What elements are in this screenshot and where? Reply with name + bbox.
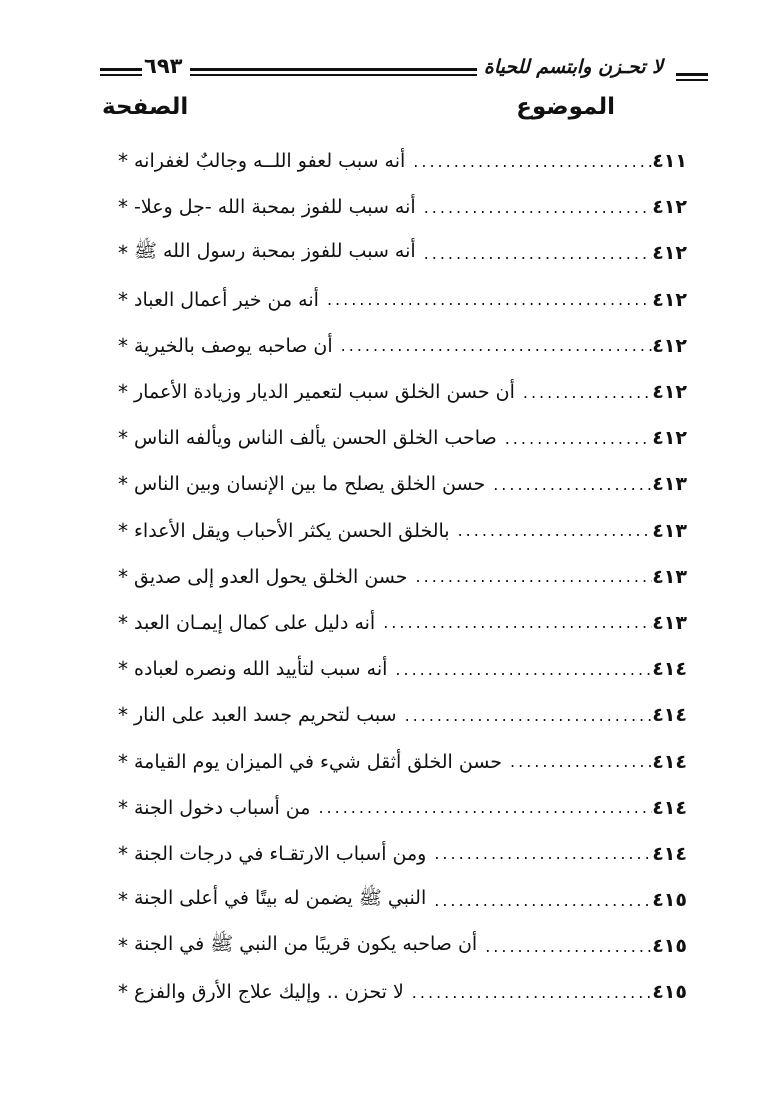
header-rule-left-lower <box>100 74 142 76</box>
bullet-star-icon: * <box>118 149 128 174</box>
toc-entry <box>112 184 687 230</box>
toc-entry-title: أنه سبب لتأييد الله ونصره لعباده <box>134 658 388 681</box>
page-number: ٦٩٣ <box>144 54 183 78</box>
toc-entry <box>112 369 687 415</box>
dot-leader <box>337 336 653 355</box>
toc-entry <box>112 877 687 923</box>
toc-entry-title: أن صاحبه يكون قريبًا من النبي ﷺ في الجنة <box>134 933 478 956</box>
page-column-title: الصفحة <box>102 94 189 120</box>
toc-entry-title: أنه سبب للفوز بمحبة الله -جل وعلا- <box>134 196 416 219</box>
toc-entry-page: ٤١٣ <box>652 611 687 634</box>
toc-entry-title: حسن الخلق يصلح ما بين الإنسان وبين الناس <box>134 473 486 496</box>
toc-entry <box>112 323 687 369</box>
toc-entry-page: ٤١٣ <box>652 473 687 496</box>
bullet-star-icon: * <box>118 287 128 312</box>
toc-entry-title: أنه من خير أعمال العباد <box>134 288 319 311</box>
toc-entry-page: ٤١٥ <box>652 935 687 958</box>
bullet-star-icon: * <box>118 888 128 913</box>
bullet-star-icon: * <box>118 749 128 774</box>
bullet-star-icon: * <box>118 333 128 358</box>
toc-entry-title: أن حسن الخلق سبب لتعمير الديار وزيادة الأعمار <box>134 381 515 404</box>
toc-entry <box>112 785 687 831</box>
bullet-star-icon: * <box>118 841 128 866</box>
running-title: لا تحـزن وابتسم للحياة <box>483 56 663 78</box>
bullet-star-icon: * <box>118 657 128 682</box>
bullet-star-icon: * <box>118 195 128 220</box>
toc-entry-page: ٤١٣ <box>652 565 687 588</box>
toc-entry-page: ٤١٤ <box>652 658 687 681</box>
toc-entry-page: ٤١٥ <box>652 889 687 912</box>
toc-list <box>112 138 687 1016</box>
toc-entry-page: ٤١٢ <box>652 381 687 404</box>
toc-entry-page: ٤١٤ <box>652 750 687 773</box>
dot-leader <box>506 752 652 771</box>
bullet-star-icon: * <box>118 426 128 451</box>
toc-entry-page: ٤١٤ <box>652 796 687 819</box>
toc-entry-page: ٤١٢ <box>652 288 687 311</box>
bullet-star-icon: * <box>118 380 128 405</box>
dot-leader <box>379 613 652 632</box>
dot-leader <box>430 844 652 863</box>
toc-entry <box>112 831 687 877</box>
dot-leader <box>323 290 652 309</box>
toc-entry-page: ٤١٢ <box>652 196 687 219</box>
toc-entry-title: حسن الخلق يحول العدو إلى صديق <box>134 565 408 588</box>
toc-entry <box>112 508 687 554</box>
dot-leader <box>420 244 653 263</box>
topic-column-title: الموضوع <box>516 94 615 120</box>
toc-entry-title: حسن الخلق أثقل شيء في الميزان يوم القيامة <box>134 750 503 773</box>
toc-entry <box>112 600 687 646</box>
header-rule-right <box>676 73 708 76</box>
bullet-star-icon: * <box>118 472 128 497</box>
page-header <box>100 52 708 92</box>
bullet-star-icon: * <box>118 703 128 728</box>
dot-leader <box>391 660 652 679</box>
toc-entry-page: ٤١٤ <box>652 842 687 865</box>
dot-leader <box>501 429 652 448</box>
toc-entry <box>112 692 687 738</box>
toc-entry <box>112 554 687 600</box>
toc-entry-title: لا تحزن .. وإليك علاج الأرق والفزع <box>134 981 404 1004</box>
toc-entry <box>112 738 687 784</box>
bullet-star-icon: * <box>118 241 128 266</box>
toc-entry <box>112 138 687 184</box>
toc-entry-title: النبي ﷺ يضمن له بيتًا في أعلى الجنة <box>134 887 427 910</box>
header-rule-middle <box>190 68 477 71</box>
dot-leader <box>408 983 652 1002</box>
dot-leader <box>420 198 653 217</box>
bullet-star-icon: * <box>118 980 128 1005</box>
toc-entry-title: أنه سبب لعفو اللــه وجالبٌ لغفرانه <box>134 150 406 173</box>
toc-entry <box>112 415 687 461</box>
toc-entry-title: أنه دليل على كمال إيمـان العبد <box>134 611 376 634</box>
bullet-star-icon: * <box>118 795 128 820</box>
toc-entry-title: أنه سبب للفوز بمحبة رسول الله ﷺ <box>134 240 416 263</box>
toc-entry <box>112 923 687 969</box>
toc-entry <box>112 969 687 1015</box>
dot-leader <box>412 567 653 586</box>
bullet-star-icon: * <box>118 564 128 589</box>
toc-entry-title: بالخلق الحسن يكثر الأحباب ويقل الأعداء <box>134 519 450 542</box>
bullet-star-icon: * <box>118 518 128 543</box>
header-rule-left <box>100 68 142 71</box>
header-rule-middle-lower <box>190 74 477 76</box>
toc-entry-title: سبب لتحريم جسد العبد على النار <box>134 704 397 727</box>
dot-leader <box>454 521 653 540</box>
dot-leader <box>401 706 653 725</box>
toc-entry <box>112 230 687 276</box>
dot-leader <box>314 798 652 817</box>
dot-leader <box>430 891 652 910</box>
dot-leader <box>519 383 652 402</box>
toc-entry <box>112 646 687 692</box>
dot-leader <box>481 937 652 956</box>
toc-entry-page: ٤١٢ <box>652 334 687 357</box>
toc-entry-title: من أسباب دخول الجنة <box>134 796 311 819</box>
dot-leader <box>489 475 652 494</box>
toc-entry-title: أن صاحبه يوصف بالخيرية <box>134 334 333 357</box>
toc-entry-page: ٤١٤ <box>652 704 687 727</box>
toc-entry-title: ومن أسباب الارتقـاء في درجات الجنة <box>134 842 427 865</box>
toc-entry-page: ٤١١ <box>652 150 687 173</box>
toc-entry-page: ٤١٣ <box>652 519 687 542</box>
toc-entry <box>112 277 687 323</box>
toc-entry-page: ٤١٢ <box>652 427 687 450</box>
toc-entry-title: صاحب الخلق الحسن يألف الناس ويألفه الناس <box>134 427 497 450</box>
bullet-star-icon: * <box>118 610 128 635</box>
bullet-star-icon: * <box>118 934 128 959</box>
toc-entry <box>112 461 687 507</box>
toc-entry-page: ٤١٥ <box>652 981 687 1004</box>
header-rule-right-lower <box>676 79 708 81</box>
dot-leader <box>409 152 652 171</box>
toc-entry-page: ٤١٢ <box>652 242 687 265</box>
